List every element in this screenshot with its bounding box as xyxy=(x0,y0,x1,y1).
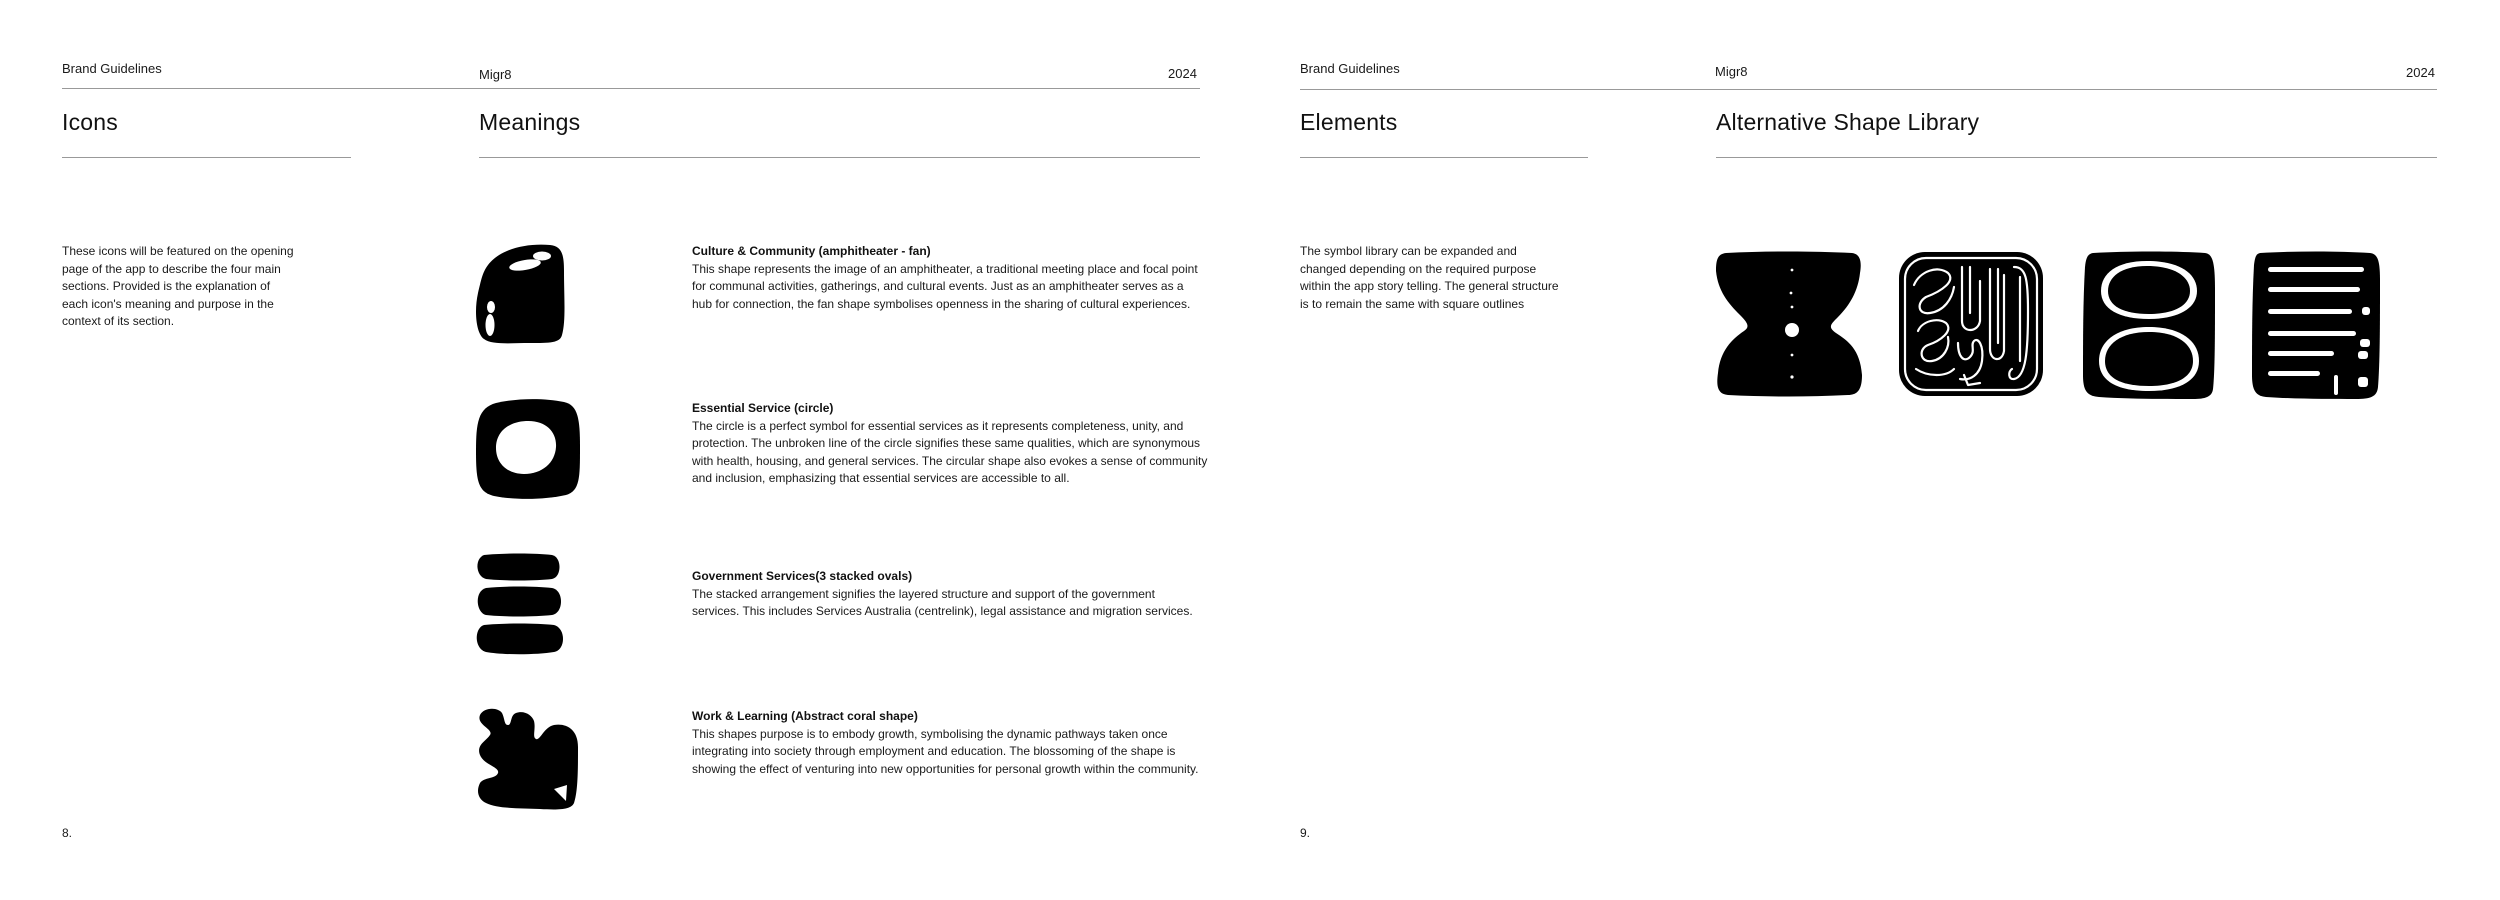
icons-section-title: Icons xyxy=(62,109,118,135)
meaning-item-culture xyxy=(692,243,1202,313)
app-name-label: Migr8 xyxy=(1715,64,1748,79)
page-number: 8. xyxy=(62,826,73,840)
meaning-item-essential xyxy=(692,400,1212,488)
hourglass-shape-icon xyxy=(1716,251,1862,397)
coral-shape-icon xyxy=(474,707,580,811)
meanings-section-title: Meanings xyxy=(479,109,581,135)
fan-shape-icon xyxy=(474,243,566,345)
app-name-label: Migr8 xyxy=(479,67,512,82)
meaning-text: The circle is a perfect symbol for essential services as it represents completeness, unity, and protection. The unbroken line of the circle signifies these same qualities, which are synonymous with health, housing, and general services. The circular shape also evokes a sense of community and inclusion, emphasizing that essential services are accessible to all. xyxy=(692,418,1208,486)
year-label: 2024 xyxy=(2406,65,2435,80)
elements-section-title: Elements xyxy=(1300,109,1398,135)
meaning-text: This shapes purpose is to embody growth, symbolising the dynamic pathways taken once integrating into society through employment and education. The blossoming of the shape is showing the effect of venturing into new opportunities for personal growth within the community. xyxy=(692,726,1199,776)
meaning-title: Culture & Community (amphitheater - fan) xyxy=(692,244,931,258)
library-section-title: Alternative Shape Library xyxy=(1716,109,1980,135)
header-rule xyxy=(62,88,1200,89)
meaning-text: The stacked arrangement signifies the layered structure and support of the government services. This includes Services Australia (centrelink), legal assistance and migration services. xyxy=(692,586,1193,619)
meaning-title: Work & Learning (Abstract coral shape) xyxy=(692,709,918,723)
brand-guidelines-label: Brand Guidelines xyxy=(1300,61,1400,76)
stacked-ovals-icon xyxy=(474,553,566,655)
meaning-item-government xyxy=(692,568,1202,621)
maze-pattern-icon xyxy=(1898,251,2044,397)
elements-title-rule xyxy=(1300,157,1588,158)
meaning-text: This shape represents the image of an amphitheater, a traditional meeting place and focal point for communal activities, gatherings, and cultural events. Just as an amphitheater serves as a hub for connection, the fan shape symbolises openness in the sharing of cultural experiences. xyxy=(692,261,1198,311)
year-label: 2024 xyxy=(1168,66,1197,81)
brand-guidelines-label: Brand Guidelines xyxy=(62,61,162,76)
library-title-rule xyxy=(1716,157,2437,158)
icons-intro-text: These icons will be featured on the opening page of the app to describe the four main sections. Provided is the explanation of each icon's meaning and purpose in the context of its section. xyxy=(62,244,294,329)
meaning-title: Government Services(3 stacked ovals) xyxy=(692,569,913,583)
meanings-title-rule xyxy=(479,157,1200,158)
icons-title-rule xyxy=(62,157,351,158)
header-rule xyxy=(1300,89,2437,90)
page-number: 9. xyxy=(1300,826,1311,840)
meaning-item-work xyxy=(692,708,1202,778)
circle-shape-icon xyxy=(474,399,582,499)
double-oval-icon xyxy=(2083,251,2215,399)
right-page xyxy=(1250,0,2500,900)
meaning-title: Essential Service (circle) xyxy=(692,401,834,415)
elements-intro-text: The symbol library can be expanded and changed depending on the required purpose within the app story telling. The general structure is to remain the same with square outlines xyxy=(1300,244,1559,311)
stripes-pattern-icon xyxy=(2252,251,2380,399)
